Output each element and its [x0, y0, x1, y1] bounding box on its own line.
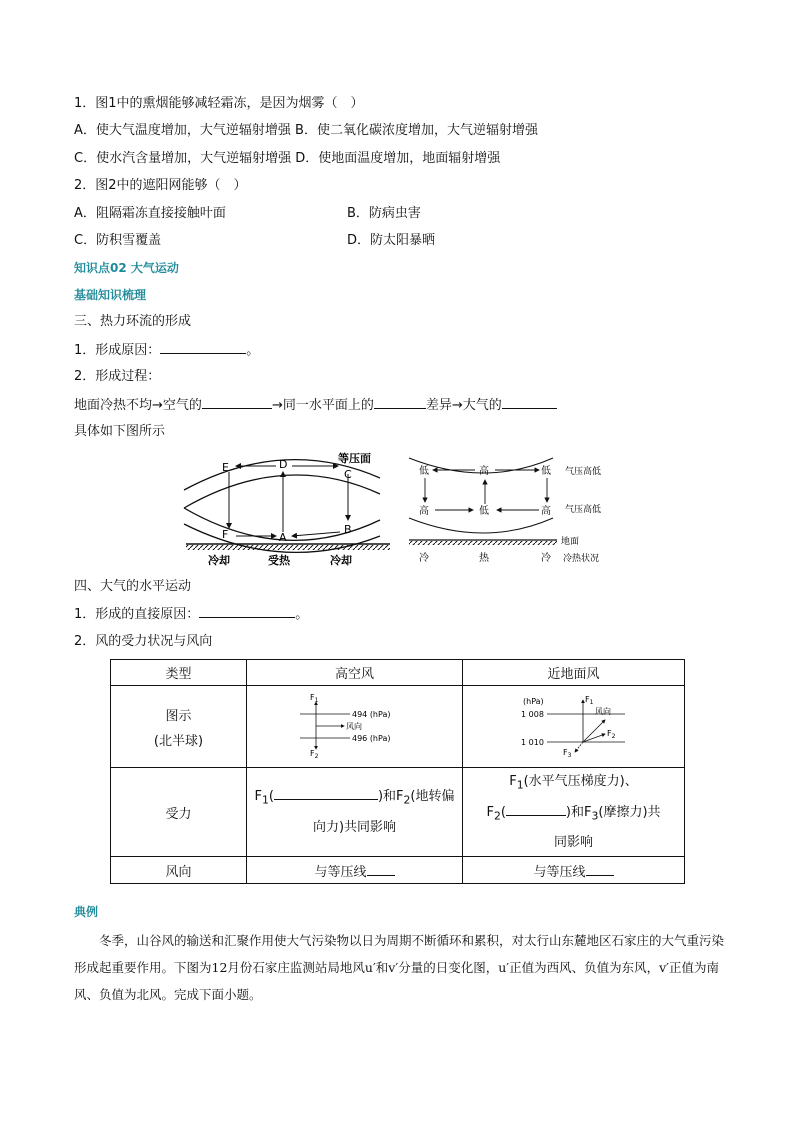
- answer-blank[interactable]: [202, 396, 272, 409]
- answer-blank[interactable]: [502, 396, 557, 409]
- example-paragraph: 冬季，山谷风的输送和汇聚作用使大气污染物以日为周期不断循环和累积，对太行山东麓地区石家庄的大气重污染形成起重要作用。下图为12月份石家庄监测站局地风u′和v′分量的日变化图，u′正值为西风、负值为东风，v′正值为南风、负值为北风。完成下面小题。: [74, 933, 725, 1002]
- surface-force-line-3: 同影响: [553, 835, 593, 851]
- surface-force-line-2: [467, 799, 680, 830]
- pressure-gradient-label: (水平气压梯度力)、: [523, 774, 638, 789]
- ground-label: 地面: [561, 537, 580, 547]
- hpa-unit: (hPa): [522, 696, 544, 706]
- period: 。: [246, 343, 260, 358]
- f2-symbol-low: $F_2$: [606, 728, 615, 740]
- q2-option-a: A．阻隔霜冻直接接触叶面: [74, 206, 226, 221]
- f2-label: F: [486, 804, 494, 820]
- thermal-circulation-diagram: [180, 448, 410, 570]
- f3-symbol-low: $F_3$: [562, 747, 571, 758]
- upper-wind-force-diagram: [300, 692, 410, 758]
- f1-symbol-high: $F_1$: [309, 692, 318, 704]
- f1-subscript: 1: [261, 793, 269, 807]
- chain-step-2: 空气的: [162, 398, 202, 413]
- q1-options-cd: C．使水汽含量增加，大气逆辐射增强 D．使地面温度增加，地面辐射增强: [74, 151, 501, 166]
- arrow-icon: →: [451, 398, 463, 413]
- open-paren: (: [500, 804, 506, 820]
- hot-label: 热: [479, 553, 489, 564]
- cold-left-label: 冷: [419, 553, 429, 564]
- f2-symbol-high: $F_2$: [309, 748, 318, 758]
- lower-high-right: 高: [541, 506, 551, 517]
- part4-cause: [74, 605, 308, 624]
- answer-blank[interactable]: [506, 803, 566, 816]
- f1-label: F: [254, 789, 262, 805]
- header-type: 类型: [111, 660, 247, 686]
- diagram-intro: 具体如下图所示: [74, 424, 166, 439]
- q2-option-c: C．防积雪覆盖: [74, 233, 162, 248]
- table-header-row: [111, 660, 685, 686]
- isobar-label: 等压面: [338, 452, 371, 465]
- table-row-direction: [111, 857, 685, 884]
- surface-wind-diagram-cell: [463, 686, 685, 768]
- answer-blank[interactable]: [199, 605, 295, 618]
- upper-low-left: 低: [419, 466, 429, 477]
- upper-wind-diagram-cell: [247, 686, 463, 768]
- upper-force-line-2: 向力)共同影响: [312, 819, 397, 835]
- surface-wind-direction: [463, 857, 685, 884]
- table-row-forces: [111, 768, 685, 857]
- upper-high-middle: 高: [479, 466, 489, 477]
- heating-label: 受热: [268, 554, 290, 567]
- chain-step-4: 差异: [425, 398, 452, 413]
- part4-force-label: 2．风的受力状况与风向: [74, 634, 213, 649]
- knowledge-point-title: 知识点02 大气运动: [74, 261, 179, 275]
- wind-force-table: [110, 659, 685, 884]
- answer-blank[interactable]: [160, 341, 246, 354]
- q1-stem: 1．图1中的熏烟能够减轻霜冻，是因为烟雾（ ）: [74, 96, 364, 111]
- isobar-1010: 1 010: [520, 737, 544, 747]
- q2-option-b: B．防病虫害: [347, 206, 421, 221]
- answer-blank[interactable]: [274, 787, 378, 800]
- f2-subscript: 2: [403, 793, 411, 807]
- f2-subscript: 2: [493, 809, 501, 823]
- friction-label: (摩擦力)共: [598, 804, 661, 820]
- upper-wind-direction: [247, 857, 463, 884]
- forces-row-label: 受力: [111, 768, 247, 857]
- lower-low-middle: 低: [479, 506, 489, 517]
- q2-option-d: D．防太阳暴晒: [347, 233, 436, 248]
- basic-knowledge-title: 基础知识梳理: [74, 288, 147, 302]
- part3-title: 三、热力环流的形成: [74, 314, 192, 329]
- point-f: F: [222, 528, 229, 541]
- upper-wind-forces: [247, 768, 463, 857]
- part3-process-chain: [74, 396, 557, 415]
- q2-stem: 2．图2中的遮阳网能够（ ）: [74, 178, 247, 193]
- and-f3-label: )和F: [565, 804, 592, 820]
- f1-symbol-low: $F_1$: [584, 694, 593, 706]
- diagram-row-label: [111, 686, 247, 768]
- upper-low-right: 低: [541, 466, 551, 477]
- lower-high-left: 高: [419, 506, 429, 517]
- direction-text: 与等压线: [533, 864, 586, 880]
- chain-step-5: 大气的: [462, 398, 502, 413]
- temperature-status-label: 冷热状况: [563, 554, 600, 564]
- part3-cause-label: 1．形成原因：: [74, 343, 161, 358]
- point-e: E: [222, 461, 229, 474]
- arrow-icon: →: [152, 398, 163, 413]
- isobar-494: 494 (hPa): [351, 709, 390, 719]
- isobar-496: 496 (hPa): [351, 733, 390, 743]
- direction-text: 与等压线: [314, 864, 367, 880]
- point-c: C: [344, 468, 352, 481]
- answer-blank[interactable]: [374, 396, 426, 409]
- coriolis-label: (地转偏: [410, 789, 455, 805]
- cooling-right-label: 冷却: [330, 554, 352, 567]
- f3-subscript: 3: [591, 809, 599, 823]
- cooling-left-label: 冷却: [208, 554, 230, 567]
- chain-step-1: 地面冷热不均: [74, 398, 153, 413]
- part4-cause-label: 1．形成的直接原因：: [74, 607, 200, 622]
- isobar-1008: 1 008: [520, 709, 544, 719]
- pressure-label-middle: 气压高低: [565, 505, 602, 515]
- direction-row-label: 风向: [111, 857, 247, 884]
- wind-direction-label: 风向: [345, 721, 362, 731]
- surface-wind-direction: 风向: [594, 706, 611, 716]
- table-row-diagram: [111, 686, 685, 768]
- answer-blank[interactable]: [586, 863, 614, 876]
- example-title: 典例: [74, 905, 99, 919]
- header-upper-wind: 高空风: [247, 660, 463, 686]
- part4-title: 四、大气的水平运动: [74, 579, 192, 594]
- surface-wind-forces: [463, 768, 685, 857]
- point-d: D: [279, 458, 288, 471]
- point-a: A: [279, 531, 287, 544]
- open-paren: (: [268, 789, 274, 805]
- part3-process-label: 2．形成过程：: [74, 369, 161, 384]
- header-surface-wind: 近地面风: [463, 660, 685, 686]
- diagram-label: 图示: [165, 708, 192, 724]
- arrow-icon: →: [271, 398, 283, 413]
- q1-options-ab: A．使大气温度增加，大气逆辐射增强 B．使二氧化碳浓度增加，大气逆辐射增强: [74, 123, 538, 138]
- part3-cause: [74, 341, 259, 360]
- upper-force-line-1: [251, 783, 458, 814]
- pressure-label-top: 气压高低: [565, 467, 602, 477]
- answer-blank[interactable]: [367, 863, 395, 876]
- cold-right-label: 冷: [541, 553, 551, 564]
- period: 。: [295, 607, 309, 622]
- and-f2-label: )和F: [377, 789, 404, 805]
- surface-force-line-1: [467, 768, 680, 799]
- surface-wind-force-diagram: [519, 692, 629, 758]
- hemisphere-label: (北半球): [153, 733, 204, 749]
- chain-step-3: 同一水平面上的: [282, 398, 374, 413]
- f1-subscript: 1: [516, 778, 524, 792]
- pressure-levels-diagram: [405, 448, 610, 570]
- f1-label: F: [509, 774, 517, 789]
- point-b: B: [344, 523, 352, 536]
